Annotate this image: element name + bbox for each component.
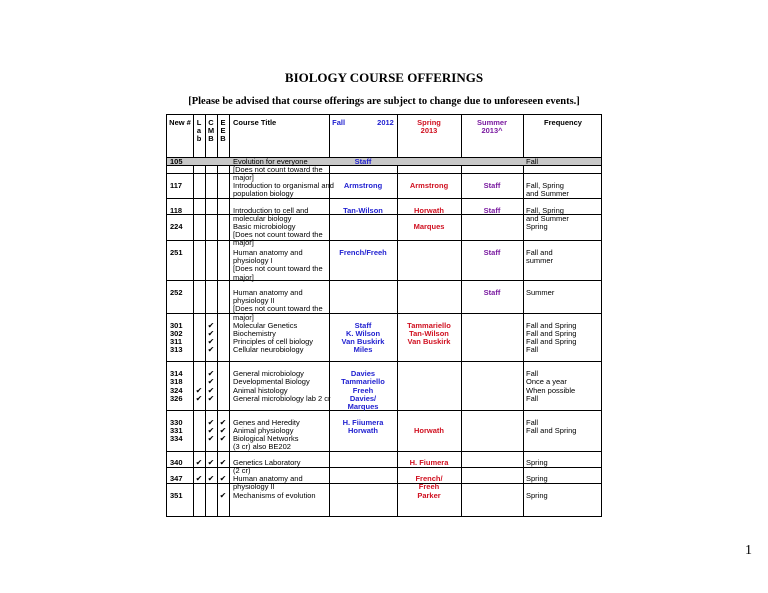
spring-instructor: Horwath <box>414 206 444 215</box>
frequency: Spring <box>526 458 548 467</box>
course-title: Molecular Genetics <box>233 321 298 330</box>
frequency: Fall and Spring <box>526 337 577 346</box>
cmb-check-icon: ✔ <box>207 418 215 427</box>
frequency: Spring <box>526 474 548 483</box>
frequency: Fall, Spring and Summer <box>526 181 569 199</box>
spring-instructor: H. Fiumera <box>409 458 449 467</box>
eeb-check-icon: ✔ <box>219 491 227 500</box>
fall-instructor: H. Fiiumera <box>342 418 384 427</box>
course-title: Genetics Laboratory (2 cr) <box>233 458 301 476</box>
spring-instructor: Van Buskirk <box>407 337 451 346</box>
course-number: 351 <box>170 491 183 500</box>
spring-instructor: French/ Freeh <box>415 474 443 492</box>
header-eeb: E E B <box>220 118 226 144</box>
frequency: Spring <box>526 491 548 500</box>
course-number: 347 <box>170 474 183 483</box>
course-number: 105 <box>170 157 183 166</box>
frequency: Fall and Spring <box>526 321 577 330</box>
course-number: 324 <box>170 386 183 395</box>
header-fall: Fall 2012 <box>332 118 394 127</box>
cmb-check-icon: ✔ <box>207 458 215 467</box>
eeb-check-icon: ✔ <box>219 474 227 483</box>
header-summer: Summer 2013^ <box>476 118 507 136</box>
spring-instructor: Tammariello <box>407 321 451 330</box>
frequency: Fall <box>526 394 539 403</box>
cmb-check-icon: ✔ <box>207 345 215 354</box>
fall-instructor: Staff <box>354 157 372 166</box>
header-cmb: C M B <box>207 118 215 144</box>
cmb-check-icon: ✔ <box>207 434 215 443</box>
spring-instructor: Marques <box>413 222 445 231</box>
course-number: 252 <box>170 288 183 297</box>
page-number: 1 <box>745 543 752 558</box>
header-new: New # <box>169 118 191 127</box>
spring-instructor: Armstrong <box>409 181 449 190</box>
eeb-check-icon: ✔ <box>219 418 227 427</box>
header-frequency: Frequency <box>544 118 582 127</box>
course-number: 313 <box>170 345 183 354</box>
eeb-check-icon: ✔ <box>219 458 227 467</box>
course-number: 118 <box>170 206 183 215</box>
summer-instructor: Staff <box>483 288 501 297</box>
course-title: Animal physiology <box>233 426 294 435</box>
frequency: Fall <box>526 157 539 166</box>
frequency: Fall, Spring and Summer <box>526 206 569 224</box>
frequency: Fall and Spring <box>526 329 577 338</box>
header-lab: L a b <box>196 118 202 144</box>
fall-instructor: Staff <box>354 321 372 330</box>
course-number: 331 <box>170 426 183 435</box>
eeb-check-icon: ✔ <box>219 426 227 435</box>
eeb-check-icon: ✔ <box>219 434 227 443</box>
course-title: Human anatomy and physiology II [Does not count toward the major] <box>233 288 323 322</box>
course-number: 302 <box>170 329 183 338</box>
course-number: 334 <box>170 434 183 443</box>
cmb-check-icon: ✔ <box>207 426 215 435</box>
course-title: Cellular neurobiology <box>233 345 304 354</box>
lab-check-icon: ✔ <box>195 386 203 395</box>
header-spring: Spring 2013 <box>417 118 441 136</box>
course-title: General microbiology lab 2 cr <box>233 394 331 403</box>
course-title: Introduction to cell and molecular biology <box>233 206 309 224</box>
lab-check-icon: ✔ <box>195 474 203 483</box>
course-title: Introduction to organismal and population biology <box>233 181 334 199</box>
frequency: Spring <box>526 222 548 231</box>
course-title: Mechanisms of evolution <box>233 491 316 500</box>
frequency: When possible <box>526 386 576 395</box>
cmb-check-icon: ✔ <box>207 321 215 330</box>
course-title: Evolution for everyone [Does not count toward the major] <box>233 157 323 183</box>
course-number: 117 <box>170 181 183 190</box>
course-number: 311 <box>170 337 183 346</box>
course-title: Genes and Heredity <box>233 418 300 427</box>
course-title: Human anatomy and physiology I [Does not count toward the major] <box>233 248 323 282</box>
header-course-title: Course Title <box>233 118 277 127</box>
course-number: 224 <box>170 222 183 231</box>
course-title: Developmental Biology <box>233 377 310 386</box>
fall-instructor: Miles <box>353 345 373 354</box>
frequency: Summer <box>526 288 555 297</box>
fall-instructor: Armstrong <box>343 181 383 190</box>
cmb-check-icon: ✔ <box>207 369 215 378</box>
course-title: General microbiology <box>233 369 304 378</box>
cmb-check-icon: ✔ <box>207 386 215 395</box>
course-title: Basic microbiology [Does not count toward the major] <box>233 222 323 248</box>
course-title: Principles of cell biology <box>233 337 314 346</box>
cmb-check-icon: ✔ <box>207 474 215 483</box>
course-number: 340 <box>170 458 183 467</box>
summer-instructor: Staff <box>483 248 501 257</box>
fall-instructor: Tan-Wilson <box>343 206 383 215</box>
frequency: Once a year <box>526 377 567 386</box>
cmb-check-icon: ✔ <box>207 329 215 338</box>
summer-instructor: Staff <box>483 206 501 215</box>
frequency: Fall <box>526 418 539 427</box>
fall-instructor: Van Buskirk <box>341 337 385 346</box>
cmb-check-icon: ✔ <box>207 337 215 346</box>
course-title: Biochemistry <box>233 329 276 338</box>
cmb-check-icon: ✔ <box>207 377 215 386</box>
lab-check-icon: ✔ <box>195 458 203 467</box>
course-number: 318 <box>170 377 183 386</box>
fall-instructor: Tammariello <box>341 377 385 386</box>
fall-instructor: Horwath <box>348 426 378 435</box>
page-title: BIOLOGY COURSE OFFERINGS <box>284 70 484 85</box>
course-table <box>166 114 602 517</box>
course-number: 251 <box>170 248 183 257</box>
summer-instructor: Staff <box>483 181 501 190</box>
lab-check-icon: ✔ <box>195 394 203 403</box>
course-title: Human anatomy and physiology II <box>233 474 303 492</box>
course-number: 301 <box>170 321 183 330</box>
frequency: Fall and Spring <box>526 426 577 435</box>
notice-text: [Please be advised that course offerings are subject to change due to unforeseen events.] <box>188 96 580 107</box>
frequency: Fall <box>526 345 539 354</box>
fall-instructor: Davies <box>350 369 376 378</box>
spring-instructor: Horwath <box>414 426 444 435</box>
frequency: Fall and summer <box>526 248 554 266</box>
spring-instructor: Tan-Wilson <box>409 329 449 338</box>
course-title: Biological Networks (3 cr) also BE202 <box>233 434 299 452</box>
fall-instructor: Davies/ Marques <box>347 394 379 412</box>
fall-instructor: French/Freeh <box>339 248 387 257</box>
course-number: 330 <box>170 418 183 427</box>
spring-instructor: Parker <box>417 491 441 500</box>
fall-instructor: Freeh <box>352 386 374 395</box>
course-number: 326 <box>170 394 183 403</box>
course-title: Animal histology <box>233 386 288 395</box>
frequency: Fall <box>526 369 539 378</box>
course-number: 314 <box>170 369 183 378</box>
cmb-check-icon: ✔ <box>207 394 215 403</box>
fall-instructor: K. Wilson <box>345 329 381 338</box>
